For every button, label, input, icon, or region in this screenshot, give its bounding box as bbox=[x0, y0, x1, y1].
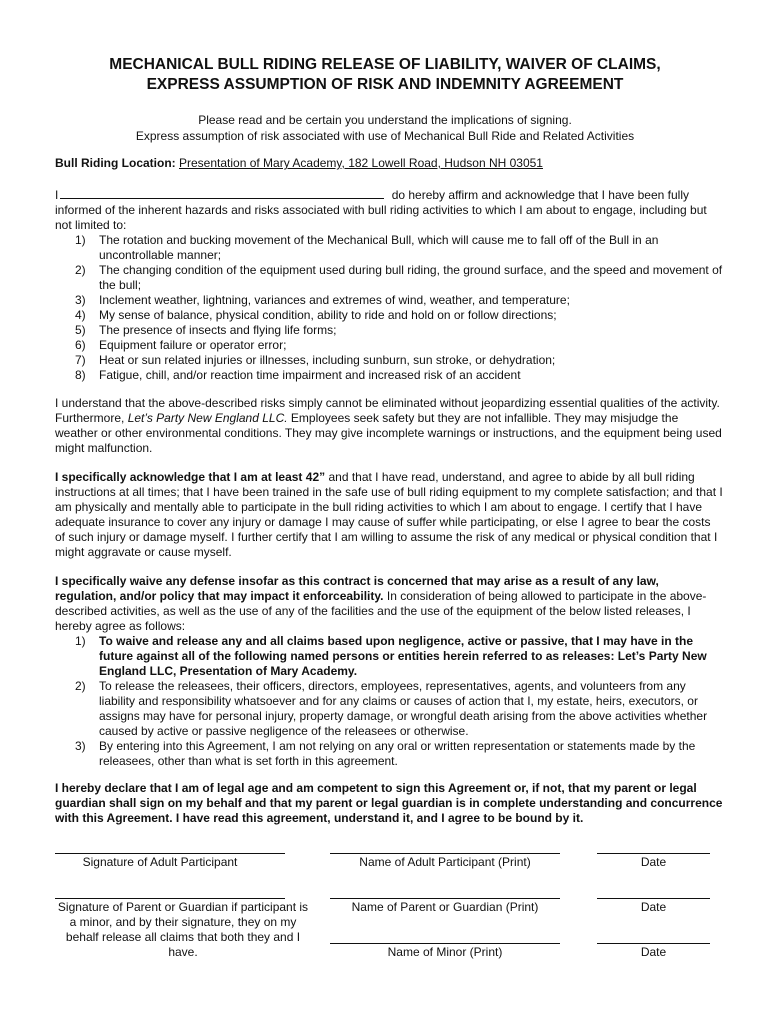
understand-part-2: Employees seek safety but they are not infallible. They may misjudge the weather or other environmental conditions. They may give incomplete warnings or instructions, and the equipment being used might malfunction. bbox=[55, 411, 722, 455]
risk-item: 1) The rotation and bucking movement of the Mechanical Bull, which will cause me to fall off of the Bull in an uncontrollable manner; bbox=[75, 233, 659, 262]
risk-item: 8) Fatigue, chill, and/or reaction time impairment and increased risk of an accident bbox=[75, 368, 521, 382]
adult-signature-line[interactable] bbox=[55, 853, 285, 854]
date-label-2: Date bbox=[640, 900, 667, 914]
adult-name-line[interactable] bbox=[330, 853, 560, 854]
risk-item: 7) Heat or sun related injuries or illnesses, including sunburn, sun stroke, or dehydration; bbox=[75, 353, 556, 367]
guardian-signature-label: Signature of Parent or Guardian if participant is a minor, and by their signature, they on my behalf release all claims that both they and I have. bbox=[57, 900, 309, 959]
minor-name-label: Name of Minor (Print) bbox=[387, 945, 503, 959]
guardian-name-label: Name of Parent or Guardian (Print) bbox=[351, 900, 539, 914]
guardian-signature-line[interactable] bbox=[55, 898, 285, 899]
location-value: Presentation of Mary Academy, 182 Lowell Road, Hudson NH 03051 bbox=[179, 156, 543, 170]
title-line-2: EXPRESS ASSUMPTION OF RISK AND INDEMNITY AGREEMENT bbox=[146, 76, 624, 93]
risk-text: The presence of insects and flying life forms; bbox=[99, 323, 337, 337]
affirmation-section bbox=[55, 187, 723, 383]
declaration-paragraph: I hereby declare that I am of legal age and am competent to sign this Agreement or, if not, that my parent or legal guardian shall sign on my behalf and that my parent or legal guardian is in complete understanding and concurrence with this Agreement. I have read this agreement, understand it, and I agree to be bound by it. bbox=[55, 781, 723, 825]
waive-text: In consideration of being allowed to participate in the above-described activities, as well as the use of any of the facilities and the use of the equipment of the below listed releases, I hereby agree as follows: bbox=[55, 589, 707, 633]
agreement-text: By entering into this Agreement, I am not relying on any oral or written representation or statements made by the releasees, other than what is set forth in this agreement. bbox=[99, 739, 696, 768]
risk-text: The changing condition of the equipment used during bull riding, the ground surface, and the speed and movement of the bull; bbox=[99, 263, 723, 292]
understand-part-1: I understand that the above-described risks simply cannot be eliminated without jeopardizing essential qualities of the activity. Furthermore, bbox=[55, 396, 720, 425]
participant-name-blank bbox=[60, 187, 384, 199]
affirmation-paragraph bbox=[55, 187, 723, 233]
acknowledge-text: and that I have read, understand, and agree to abide by all bull riding instructions at all times; that I have been trained in the safe use of bull riding equipment to my complete satisfaction; and that I am physically and mentally able to participate in the bull riding activities to which I am about to engage. I certify that I have adequate insurance to cover any injury or damage I may cause of suffer while participating, or else I agree to bear the costs of such injury or damage myself. I further certify that I am willing to assume the risk of any medical or physical condition that I might aggravate or cause myself. bbox=[55, 470, 723, 559]
adult-signature-label: Signature of Adult Participant bbox=[82, 855, 238, 869]
risk-text: Heat or sun related injuries or illnesses, including sunburn, sun stroke, or dehydration; bbox=[99, 353, 556, 367]
affirm-prefix: I bbox=[55, 188, 59, 202]
location-label: Bull Riding Location: bbox=[55, 156, 176, 170]
risk-text: Equipment failure or operator error; bbox=[99, 338, 287, 352]
agreement-item: 2) To release the releasees, their officers, directors, employees, representatives, agents, and volunteers from any liability and responsibility whatsoever and for any claims or causes of action that I, my estate, heirs, executors, or assigns may have for personal injury, property damage, or wrongful death arising from the above activities whether caused by active or passive negligence of the releasees or otherwise. bbox=[75, 679, 708, 738]
date-line-2[interactable] bbox=[597, 898, 710, 899]
risk-text: Inclement weather, lightning, variances and extremes of wind, weather, and temperature; bbox=[99, 293, 570, 307]
agreement-item: 1) To waive and release any and all claims based upon negligence, active or passive, that I may have in the future against all of the following named persons or entities herein referred to as releases: Let’s Party New England LLC, Presentation of Mary Academy. bbox=[75, 634, 707, 678]
date-line-3[interactable] bbox=[597, 943, 710, 944]
waiver-section bbox=[55, 574, 723, 769]
risk-list bbox=[55, 233, 723, 383]
intro-line-1: Please read and be certain you understand the implications of signing. bbox=[198, 113, 572, 127]
acknowledge-bold: I specifically acknowledge that I am at least 42” bbox=[55, 470, 326, 484]
date-line-1[interactable] bbox=[597, 853, 710, 854]
risk-text: My sense of balance, physical condition, ability to ride and hold on or follow directions; bbox=[99, 308, 557, 322]
risk-item: 6) Equipment failure or operator error; bbox=[75, 338, 287, 352]
guardian-name-line[interactable] bbox=[330, 898, 560, 899]
acknowledgement-paragraph bbox=[55, 470, 723, 560]
minor-name-line[interactable] bbox=[330, 943, 560, 944]
risk-text: Fatigue, chill, and/or reaction time impairment and increased risk of an accident bbox=[99, 368, 521, 382]
risk-item: 3) Inclement weather, lightning, variances and extremes of wind, weather, and temperature; bbox=[75, 293, 570, 307]
agreement-text: To release the releasees, their officers, directors, employees, representatives, agents, and volunteers from any liability and responsibility whatsoever and for any claims or causes of action that I, my estate, heirs, executors, or assigns may have for personal injury, property damage, or wrongful death arising from the above activities whether caused by active or passive negligence of the releasees or otherwise. bbox=[99, 679, 708, 738]
location-line bbox=[55, 156, 723, 171]
understanding-paragraph bbox=[55, 396, 723, 456]
waiver-paragraph bbox=[55, 574, 723, 634]
intro bbox=[40, 112, 730, 144]
adult-name-label: Name of Adult Participant (Print) bbox=[359, 855, 531, 869]
risk-item: 4) My sense of balance, physical condition, ability to ride and hold on or follow directions; bbox=[75, 308, 557, 322]
agreement-list bbox=[55, 634, 723, 769]
risk-item: 2) The changing condition of the equipment used during bull riding, the ground surface, and the speed and movement of the bull; bbox=[75, 263, 723, 292]
risk-item: 5) The presence of insects and flying life forms; bbox=[75, 323, 337, 337]
company-name: Let’s Party New England LLC. bbox=[127, 411, 288, 425]
waive-bold: I specifically waive any defense insofar as this contract is concerned that may arise as a result of any law, regulation, and/or policy that may impact it enforceability. bbox=[55, 574, 659, 603]
date-label-3: Date bbox=[640, 945, 667, 959]
agreement-text: To waive and release any and all claims based upon negligence, active or passive, that I may have in the future against all of the following named persons or entities herein referred to as releases: Let’s Party New England LLC, Presentation of Mary Academy. bbox=[99, 634, 707, 678]
affirm-text: do hereby affirm and acknowledge that I have been fully informed of the inherent hazards and risks associated with bull riding activities to which I am about to engage, including but not limited to: bbox=[55, 188, 707, 232]
risk-text: The rotation and bucking movement of the Mechanical Bull, which will cause me to fall off of the Bull in an uncontrollable manner; bbox=[99, 233, 659, 262]
agreement-item: 3) By entering into this Agreement, I am not relying on any oral or written representation or statements made by the releasees, other than what is set forth in this agreement. bbox=[75, 739, 696, 768]
intro-line-2: Express assumption of risk associated with use of Mechanical Bull Ride and Related Activities bbox=[135, 129, 635, 143]
document-title bbox=[40, 55, 730, 95]
date-label-1: Date bbox=[640, 855, 667, 869]
title-line-1: MECHANICAL BULL RIDING RELEASE OF LIABILITY, WAIVER OF CLAIMS, bbox=[109, 56, 661, 73]
